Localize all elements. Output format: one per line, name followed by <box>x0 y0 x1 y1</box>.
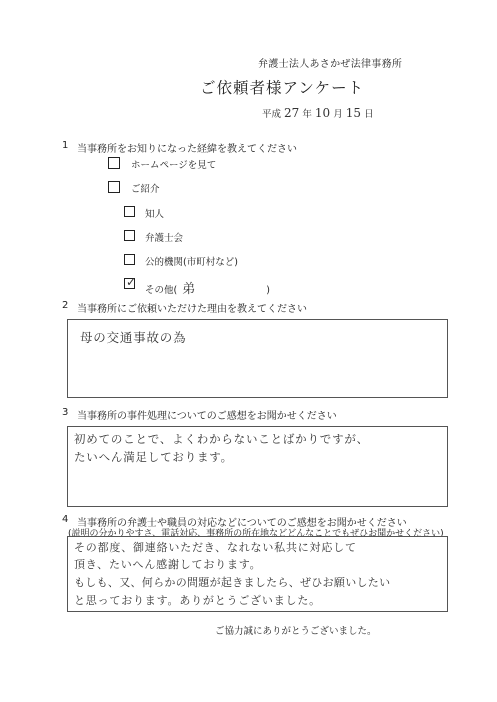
question-2-text: 当事務所にご依頼いただけた理由を教えてください <box>77 304 307 315</box>
question-4-text: 当事務所の弁護士や職員の対応などについてのご感想をお聞かせください <box>77 518 407 529</box>
bar-association-option-label: 弁護士会 <box>145 233 184 244</box>
question-3-answer-line-2: たいへん満足しております。 <box>74 450 233 464</box>
other-option-close: ) <box>266 285 271 296</box>
homepage-checkbox[interactable] <box>108 157 120 169</box>
question-3-answer-box[interactable] <box>67 426 448 507</box>
question-2-answer-box[interactable] <box>67 319 448 398</box>
other-checkbox[interactable] <box>124 275 137 289</box>
question-3-answer-line-1: 初めてのことで、よくわからないことばかりですが、 <box>74 432 369 446</box>
question-2-number: 2 <box>62 300 69 311</box>
public-agency-option-label: 公的機関(市町村など) <box>145 257 238 268</box>
introduction-option-label: ご紹介 <box>131 184 160 195</box>
question-3-number: 3 <box>62 407 69 418</box>
bar-association-checkbox[interactable] <box>124 230 135 241</box>
other-option-label: その他( <box>145 285 178 296</box>
date-day-suffix: 日 <box>364 109 374 120</box>
question-1-number: 1 <box>62 140 69 151</box>
thanks-message: ご協力誠にありがとうございました。 <box>215 626 377 637</box>
date-day: 15 <box>345 106 362 120</box>
question-4-answer-line-1: その都度、御連絡いただき、なれない私共に対応して <box>74 541 357 554</box>
other-option-value: 弟 <box>182 282 196 297</box>
acquaintance-option-label: 知人 <box>145 209 165 220</box>
public-agency-checkbox[interactable] <box>124 254 135 265</box>
other-option <box>145 278 270 297</box>
firm-name: 弁護士法人あさかぜ法律事務所 <box>258 59 403 70</box>
survey-date <box>262 106 374 120</box>
date-month-suffix: 月 <box>333 109 343 120</box>
date-month: 10 <box>314 106 331 120</box>
check-mark-icon: ✓ <box>126 275 137 289</box>
introduction-checkbox[interactable] <box>108 181 120 193</box>
question-2-answer: 母の交通事故の為 <box>80 330 187 345</box>
question-4-number: 4 <box>62 514 69 525</box>
homepage-option-label: ホームページを見て <box>131 160 217 171</box>
question-1-text: 当事務所をお知りになった経緯を教えてください <box>77 144 297 155</box>
date-year-suffix: 年 <box>302 109 312 120</box>
acquaintance-checkbox[interactable] <box>124 206 135 217</box>
question-4-note: (説明の分かりやすさ、電話対応、事務所の所在地などどんなことでもぜひお聞かせください) <box>68 529 444 539</box>
question-4-answer-box[interactable] <box>67 536 448 612</box>
question-4-answer-line-2: 頂き、たいへん感謝しております。 <box>74 558 262 571</box>
date-era: 平成 <box>262 109 282 120</box>
question-4-answer-line-3: もしも、又、何らかの問題が起きましたら、ぜひお願いしたい <box>74 576 391 589</box>
page-title: ご依頼者様アンケート <box>200 79 365 97</box>
question-3-text: 当事務所の事件処理についてのご感想をお聞かせください <box>77 411 337 422</box>
date-year: 27 <box>284 106 300 120</box>
question-4-answer-line-4: と思っております。ありがとうございました。 <box>74 594 321 607</box>
